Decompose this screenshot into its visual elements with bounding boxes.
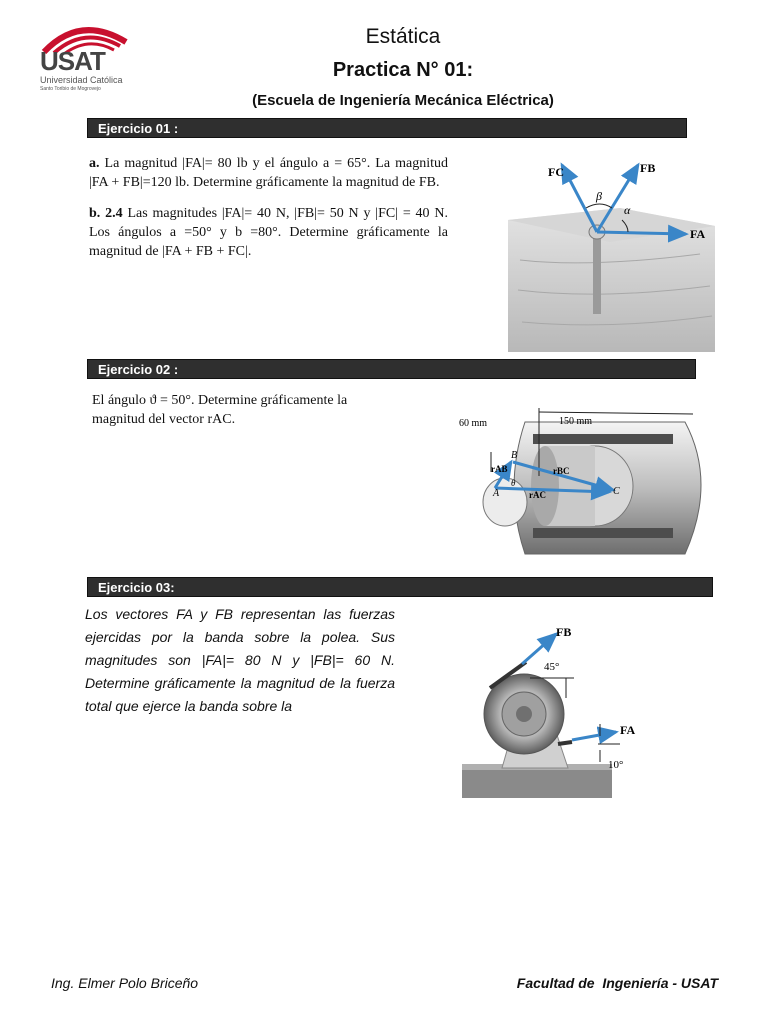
ex2-rac-label: rAC <box>529 490 546 500</box>
page-title: Estática <box>365 25 441 48</box>
ex2-c-label: C <box>613 486 620 497</box>
ex2-heading: Ejercicio 02 : <box>87 359 696 379</box>
logo-wordmark: USAT <box>40 46 105 76</box>
ex1-fa-label: FA <box>690 227 706 241</box>
ex2-rbc-label: rBC <box>553 466 570 476</box>
ex2-rab-label: rAB <box>491 464 508 474</box>
ex2-text: El ángulo ϑ = 50°. Determine gráficamente la magnitud del vector rAC. <box>92 393 348 427</box>
ex1-part-b <box>89 204 448 261</box>
footer-author: Ing. Elmer Polo Briceño <box>51 975 199 991</box>
ex1-text <box>89 154 448 273</box>
footer-faculty: Facultad de Ingeniería - USAT <box>516 975 718 991</box>
school-subtitle: (Escuela de Ingeniería Mecánica Eléctrica) <box>252 92 554 109</box>
ex3-pulley-diagram <box>458 618 658 800</box>
ex2-b-label: B <box>511 450 518 461</box>
ex1-figure <box>500 150 715 352</box>
ex3-angle1-label: 45° <box>544 661 560 673</box>
ex3-fa-label: FA <box>620 723 636 737</box>
logo-subtitle: Santo Toribio de Mogrovejo <box>40 86 101 92</box>
ex2-a-label: A <box>493 488 500 499</box>
ex1-a-label: a. <box>89 156 100 171</box>
ex2-dim1-label: 60 mm <box>459 418 488 429</box>
ex1-beta-label: β <box>596 189 602 203</box>
ex2-figure <box>455 392 717 558</box>
logo-university: Universidad Católica <box>40 75 123 85</box>
ex3-figure <box>458 618 658 800</box>
ex2-cylinder-diagram <box>455 392 717 558</box>
ex3-angle2-label: 10° <box>608 759 624 771</box>
ex3-text: Los vectores FA y FB representan las fuerzas ejercidas por la banda sobre la polea. Sus magnitudes son |FA|= 80 N y |FB|= 60 N. Determine gráficamente la magnitud de la fuerza total que ejerce la banda sobre la <box>85 606 395 714</box>
ex1-b-text: Las magnitudes |FA|= 40 N, |FB|= 50 N y |FC| = 40 N. Los ángulos a =50° y b =80°. Determine gráficamente la magnitud de |FA + FB + FC|. <box>89 206 448 259</box>
ex1-part-a <box>89 154 448 192</box>
ex1-b-label: b. 2.4 <box>89 206 123 221</box>
ex2-dim2-label: 150 mm <box>559 416 593 427</box>
ex1-a-text: La magnitud |FA|= 80 lb y el ángulo a = 65°. La magnitud |FA + FB|=120 lb. Determine gráficamente la magnitud de FB. <box>89 156 448 190</box>
practice-title: Practica N° 01: <box>332 59 474 81</box>
ex2-theta-label: θ <box>511 478 516 488</box>
ex3-fb-label: FB <box>556 625 572 639</box>
ex1-fb-label: FB <box>640 161 656 175</box>
ex1-force-diagram <box>500 150 715 352</box>
ex1-alpha-label: α <box>624 203 631 217</box>
ex3-heading: Ejercicio 03: <box>87 577 713 597</box>
ex1-heading: Ejercicio 01 : <box>87 118 687 138</box>
ex1-fc-label: FC <box>548 165 564 179</box>
